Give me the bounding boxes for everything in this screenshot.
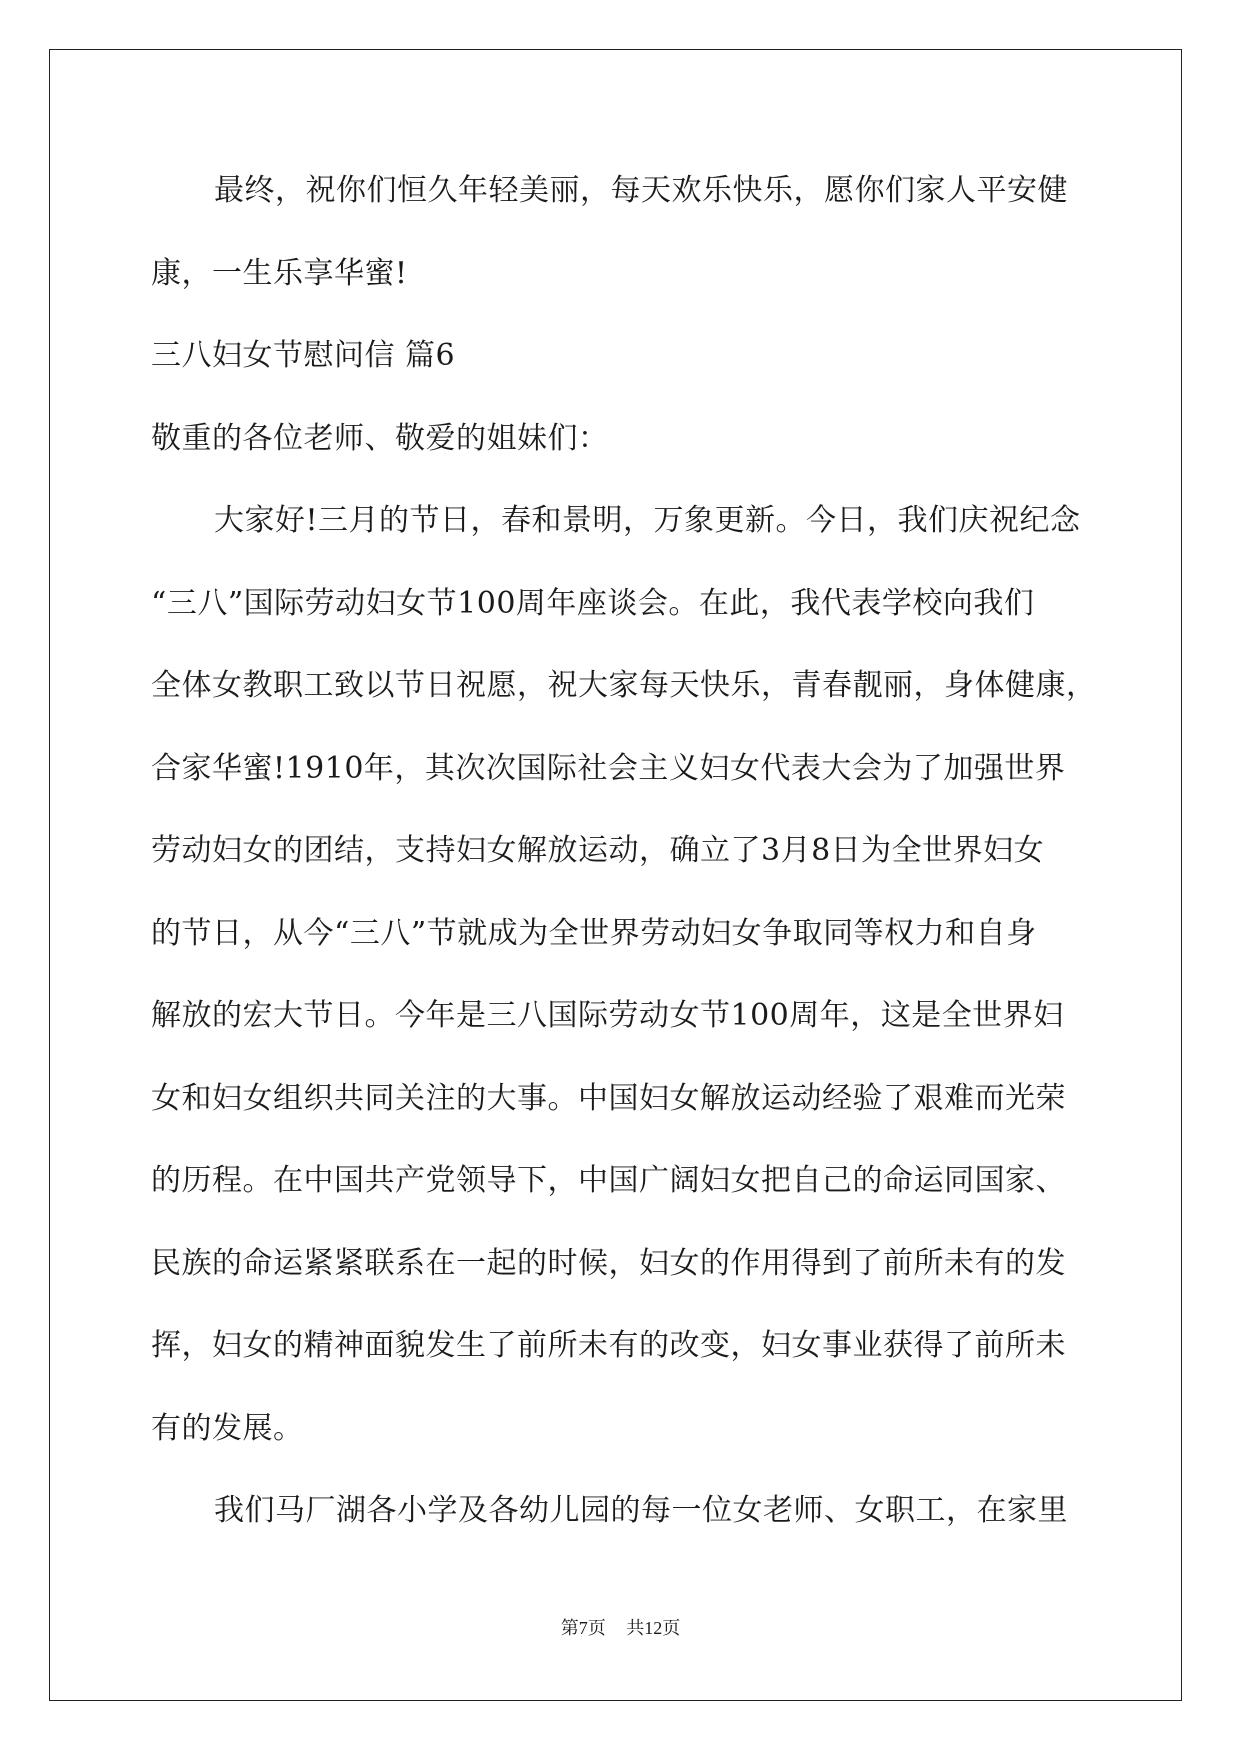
document-body [151, 150, 1096, 1553]
section-heading: 三八妇女节慰问信 篇6 [151, 338, 456, 373]
paragraph-line: 最终，祝你们恒久年轻美丽，每天欢乐快乐，愿你们家人平安健 [214, 173, 1068, 208]
paragraph-line: 康，一生乐享华蜜! [151, 255, 408, 291]
paragraph-line: 的历程。在中国共产党领导下，中国广阔妇女把自己的命运同国家、 [151, 1163, 1066, 1198]
paragraph-line: 大家好!三月的节日，春和景明，万象更新。今日，我们庆祝纪念 [214, 503, 1081, 538]
paragraph-line: 的节日，从今“三八”节就成为全世界劳动妇女争取同等权力和自身 [151, 915, 1037, 951]
page-number: 第7页 [560, 1618, 606, 1638]
paragraph-line: 有的发展。 [151, 1410, 304, 1446]
paragraph-line: 解放的宏大节日。今年是三八国际劳动女节100周年，这是全世界妇 [151, 998, 1064, 1033]
paragraph-line: 劳动妇女的团结，支持妇女解放运动，确立了3月8日为全世界妇女 [151, 833, 1045, 868]
paragraph-line: 合家华蜜!1910年，其次次国际社会主义妇女代表大会为了加强世界 [151, 750, 1066, 786]
paragraph-line: 民族的命运紧紧联系在一起的时候，妇女的作用得到了前所未有的发 [151, 1245, 1066, 1281]
paragraph-line: “三八”国际劳动妇女节100周年座谈会。在此，我代表学校向我们 [151, 585, 1035, 621]
page-footer [0, 1614, 1241, 1640]
page-total: 共12页 [626, 1618, 681, 1638]
salutation: 敬重的各位老师、敬爱的姐妹们： [151, 420, 609, 456]
paragraph-line: 女和妇女组织共同关注的大事。中国妇女解放运动经验了艰难而光荣 [151, 1080, 1066, 1116]
paragraph-line: 我们马厂湖各小学及各幼儿园的每一位女老师、女职工，在家里 [214, 1493, 1068, 1528]
paragraph-line: 挥，妇女的精神面貌发生了前所未有的改变，妇女事业获得了前所未 [151, 1328, 1066, 1363]
paragraph-line: 全体女教职工致以节日祝愿，祝大家每天快乐，青春靓丽，身体健康， [151, 668, 1097, 703]
